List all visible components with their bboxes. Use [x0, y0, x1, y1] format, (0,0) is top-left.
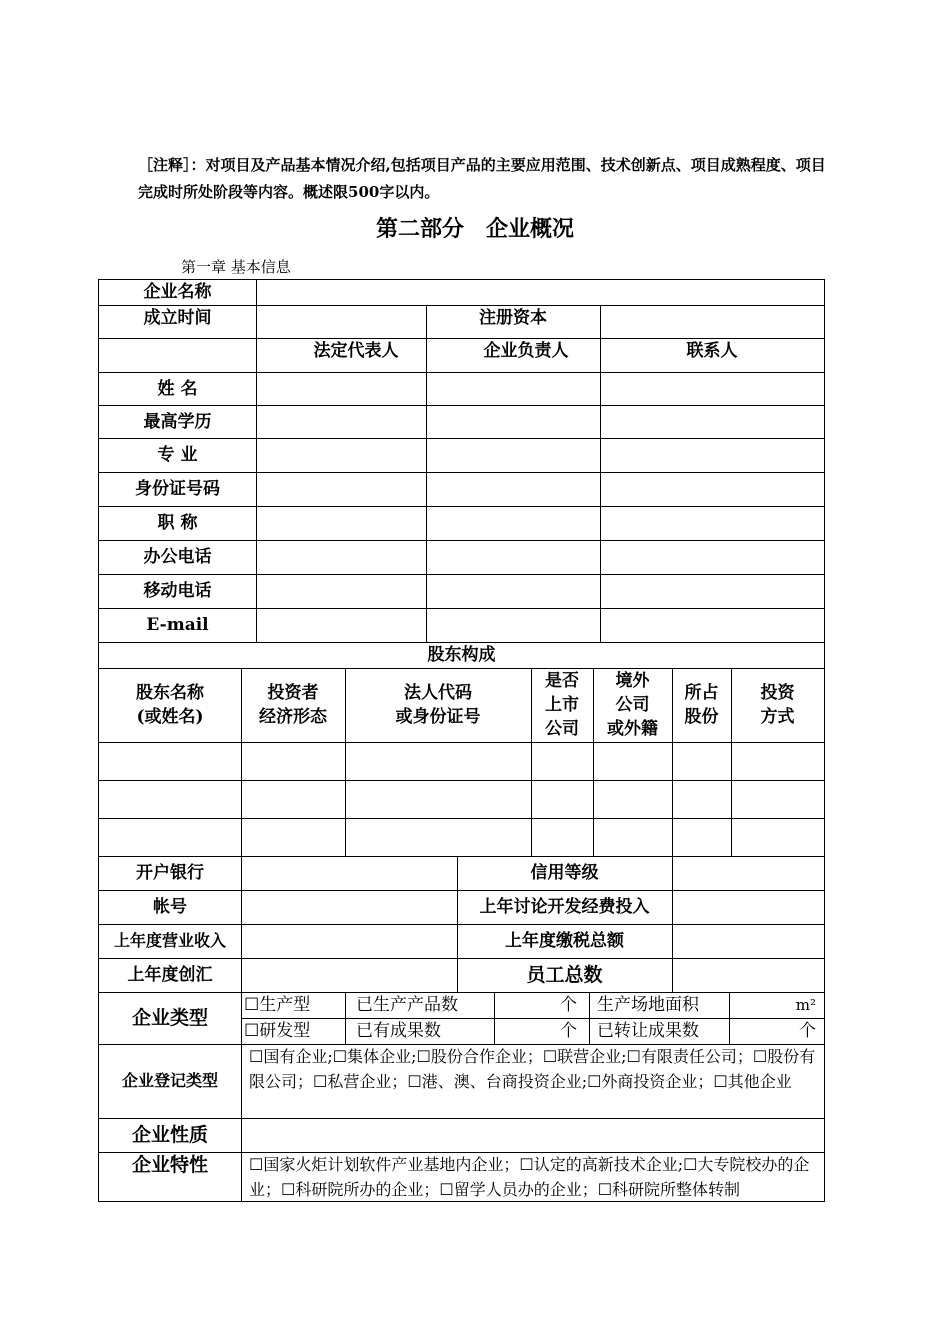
label-account: 帐号	[153, 897, 187, 917]
row-office-phone: 办公电话	[143, 547, 212, 567]
checkbox-production[interactable]: ☐生产型	[244, 995, 311, 1015]
row-title: 职 称	[157, 513, 198, 533]
label-enterprise-type: 企业类型	[131, 1007, 208, 1029]
col-head: 企业负责人	[483, 341, 569, 361]
label-transferred-count: 已转让成果数	[597, 1021, 699, 1041]
header-economic-form: 投资者 经济形态	[259, 683, 327, 727]
header-invest-method: 投资 方式	[760, 683, 795, 727]
label-founded: 成立时间	[143, 308, 212, 328]
unit-count-1: 个	[560, 995, 577, 1015]
grid-line	[672, 856, 673, 993]
unit-count-3: 个	[799, 1021, 816, 1041]
shareholders-title: 股东构成	[427, 645, 496, 665]
grid-line	[98, 818, 825, 819]
label-staff: 员工总数	[526, 964, 603, 986]
row-education: 最高学历	[143, 411, 212, 432]
label-enterprise-nature: 企业性质	[131, 1124, 208, 1146]
grid-line	[98, 742, 825, 743]
label-bank: 开户银行	[136, 863, 204, 883]
grid-line	[241, 856, 242, 993]
registration-options[interactable]: ☐国有企业;☐集体企业;☐股份合作企业；☐联营企业;☐有限责任公司；☐股份有限公司；☐私营企业；☐港、澳、台商投资企业;☐外商投资企业；☐其他企业	[249, 1047, 816, 1091]
note-text: ［注释］：对项目及产品基本情况介绍,包括项目产品的主要应用范围、技术创新点、项目成熟程度、项目完成时所处阶段等内容。概述限500字以内。	[138, 156, 826, 201]
feature-options[interactable]: ☐国家火炬计划软件产业基地内企业；☐认定的高新技术企业;☐大专院校办的企业；☐科研院所办的企业；☐留学人员办的企业；☐科研院所整体转制	[249, 1155, 810, 1199]
row-email: E-mail	[146, 615, 209, 635]
grid-line	[256, 279, 257, 643]
header-share: 所占 股份	[684, 683, 719, 727]
grid-line	[345, 992, 346, 1045]
label-credit: 信用等级	[530, 863, 599, 883]
label-products-count: 已生产产品数	[356, 995, 458, 1015]
checkbox-rd[interactable]: ☐研发型	[244, 1021, 311, 1041]
label-site-area: 生产场地面积	[597, 995, 699, 1015]
grid-line	[824, 279, 825, 1202]
label-forex: 上年度创汇	[127, 965, 213, 985]
chapter-title: 第一章 基本信息	[181, 258, 291, 276]
label-rd-investment: 上年讨论开发经费投入	[479, 897, 650, 917]
label-company-name: 企业名称	[143, 282, 212, 302]
grid-line	[98, 780, 825, 781]
label-tax: 上年度缴税总额	[505, 931, 624, 951]
header-legal-code: 法人代码 或身份证号	[395, 683, 481, 727]
label-enterprise-feature: 企业特性	[131, 1154, 208, 1176]
section-title: 第二部分 企业概况	[375, 216, 574, 242]
col-legal-rep: 法定代表人	[313, 341, 399, 361]
unit-count-2: 个	[560, 1021, 577, 1041]
row-name: 姓 名	[157, 378, 198, 399]
label-revenue: 上年度营业收入	[113, 931, 226, 950]
row-mobile: 移动电话	[143, 581, 212, 601]
label-registration-type: 企业登记类型	[121, 1071, 218, 1090]
row-major: 专 业	[157, 445, 198, 465]
grid-line	[241, 992, 242, 1202]
header-foreign: 境外 公司 或外籍	[607, 671, 658, 739]
label-capital: 注册资本	[479, 308, 547, 328]
unit-square-meter: m²	[795, 996, 816, 1014]
col-contact: 联系人	[686, 341, 738, 361]
label-results-count: 已有成果数	[356, 1021, 441, 1041]
header-listed: 是否 上市 公司	[545, 671, 579, 739]
row-id-number: 身份证号码	[135, 479, 220, 499]
header-shareholder-name: 股东名称 (或姓名)	[136, 683, 204, 727]
